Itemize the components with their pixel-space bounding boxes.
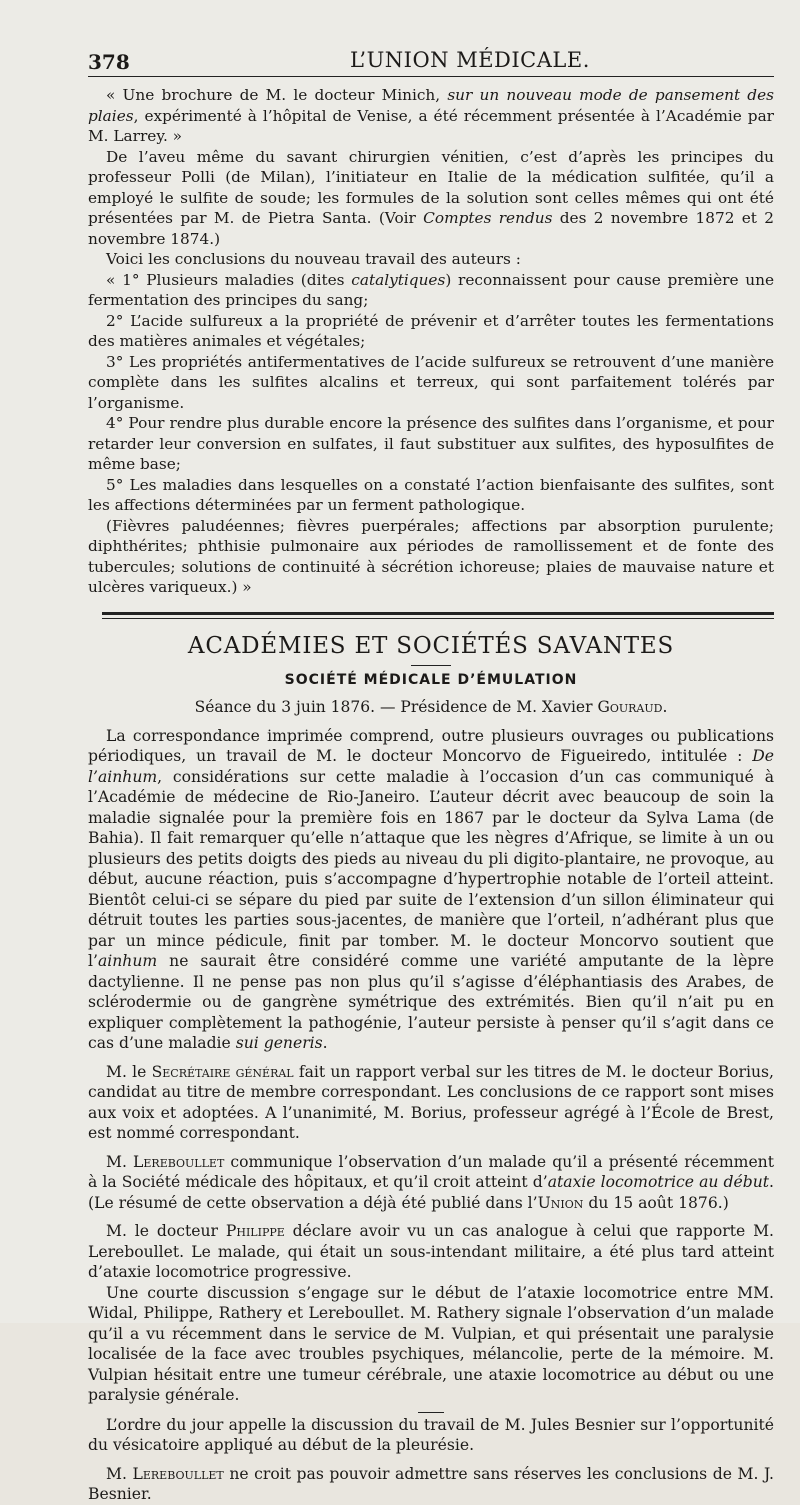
title-rule [411, 665, 451, 666]
minutes-paragraph: M. Lereboullet ne croit pas pouvoir admettre sans réserves les conclusions de M. J. Besnier. [88, 1464, 774, 1503]
session-line: Séance du 3 juin 1876. — Présidence de M. Xavier Gouraud. [194, 697, 668, 716]
minutes-paragraph: M. le docteur Philippe déclare avoir vu un cas analogue à celui que rapporte M. Lereboullet. Le malade, qui était un sous-intendant militaire, a été plus tard atteint d’ataxie locomotrice progressive. [88, 1222, 774, 1281]
minutes-paragraph: L’ordre du jour appelle la discussion du travail de M. Jules Besnier sur l’opportunité du vésicatoire appliqué au début de la pleurésie. [88, 1415, 774, 1454]
conclusion-item: 4° Pour rendre plus durable encore la présence des sulfites dans l’organisme, et pour retarder leur conversion en sulfates, il faut substituer aux sulfites, des hyposulfites de même base; [88, 414, 774, 473]
quote-paragraph: « Une brochure de M. le docteur Minich, sur un nouveau mode de pansement des plaies, expérimenté à l’hôpital de Venise, a été récemment présentée à l’Académie par M. Larrey. » [88, 86, 774, 145]
quoted-brochure [88, 85, 774, 598]
page-header [88, 44, 774, 74]
minutes-paragraph: M. Lereboullet communique l’observation d’un malade qu’il a présenté récemment à la Société médicale des hôpitaux, et qu’il croit atteint d’ataxie locomotrice au début. (Le résumé de cette observation a déjà été publié dans l’Union du 15 août 1876.) [88, 1152, 774, 1212]
conclusion-note: (Fièvres paludéennes; fièvres puerpérales; affections par absorption purulente; diphthérites; phthisie pulmonaire aux périodes de ramollissement et de fonte des tubercules; solutions de continuité à sécrétion ichoreuse; plaies de mauvaise nature et ulcères variqueux.) » [88, 516, 774, 596]
minor-divider [418, 1412, 444, 1413]
conclusion-item: 3° Les propriétés antifermentatives de l’acide sulfureux se retrouvent d’une manière complète dans les sulfites alcalins et terreux, qui sont parfaitement tolérés par l’organisme. [88, 352, 774, 412]
page-number: 378 [88, 50, 130, 74]
minutes-paragraph: La correspondance imprimée comprend, outre plusieurs ouvrages ou publications périodiques, un travail de M. le docteur Moncorvo de Figueiredo, intitulée : De l’ainhum, considérations sur cette maladie à l’occasion d’un cas communiqué à l’Académie de médecine de Rio-Janeiro. L’auteur décrit avec beaucoup de soin la maladie signalée pour la première fois en 1867 par le docteur da Sylva Lama (de Bahia). Il fait remarquer qu’elle n’attaque que les nègres d’Afrique, se limite à un ou plusieurs des petits doigts des pieds au niveau du pli digito-plantaire, ne provoque, au début, aucune réaction, puis s’accompagne d’hypertrophie notable de l’orteil atteint. Bientôt celui-ci se sépare du pied par suite de l’extension d’un sillon éliminateur qui détruit toutes les parties sous-jacentes, de manière que l’orteil, n’adhérant plus que par un mince pédicule, finit par tomber. M. le docteur Moncorvo soutient que l’ainhum ne saurait être considéré comme une variété amputante de la lèpre dactylienne. Il ne pense pas non plus qu’il s’agisse d’éléphantiasis des Arabes, de sclérodermie ou de gangrène symétrique des extrémités. Bien qu’il n’ait pu en expliquer complètement la pathogénie, l’auteur persiste à penser qu’il s’agit dans ce cas d’une maladie sui generis. [88, 726, 774, 1052]
session-minutes [88, 726, 774, 1505]
society-title: SOCIÉTÉ MÉDICALE D’ÉMULATION [284, 671, 578, 688]
running-title: L’UNION MÉDICALE. [350, 48, 590, 72]
section-divider-thin [102, 618, 774, 619]
header-rule [88, 76, 774, 77]
conclusion-item: 5° Les maladies dans lesquelles on a constaté l’action bienfaisante des sulfites, sont les affections déterminées par un ferment pathologique. [88, 475, 774, 514]
section-divider-thick [102, 612, 774, 615]
conclusion-item: « 1° Plusieurs maladies (dites catalytiques) reconnaissent pour cause première une fermentation des principes du sang; [88, 270, 774, 309]
section-title: ACADÉMIES ET SOCIÉTÉS SAVANTES [187, 632, 675, 659]
minutes-paragraph: M. le Secrétaire général fait un rapport verbal sur les titres de M. le docteur Borius, candidat au titre de membre correspondant. Les conclusions de ce rapport sont mises aux voix et adoptées. A l’unanimité, M. Borius, professeur agrégé à l’École de Brest, est nommé correspondant. [88, 1062, 774, 1142]
quote-paragraph: De l’aveu même du savant chirurgien vénitien, c’est d’après les principes du professeur Polli (de Milan), l’initiateur en Italie de la médication sulfitée, qu’il a employé le sulfite de soude; les formules de la solution sont celles mêmes qui ont été présentées par M. de Pietra Santa. (Voir Comptes rendus des 2 novembre 1872 et 2 novembre 1874.) [88, 147, 774, 248]
quote-paragraph: Voici les conclusions du nouveau travail des auteurs : [106, 250, 521, 268]
minutes-paragraph: Une courte discussion s’engage sur le début de l’ataxie locomotrice entre MM. Widal, Philippe, Rathery et Lereboullet. M. Rathery signale l’observation d’un malade qu’il a vu récemment dans le service de M. Vulpian, et qui présentait une paralysie localisée de la face avec troubles psychiques, mélancolie, perte de la mémoire. M. Vulpian hésitait entre une tumeur cérébrale, une ataxie locomotrice au début ou une paralysie générale. [88, 1283, 774, 1404]
conclusion-item: 2° L’acide sulfureux a la propriété de prévenir et d’arrêter toutes les fermentations des matières animales et végétales; [88, 311, 774, 350]
